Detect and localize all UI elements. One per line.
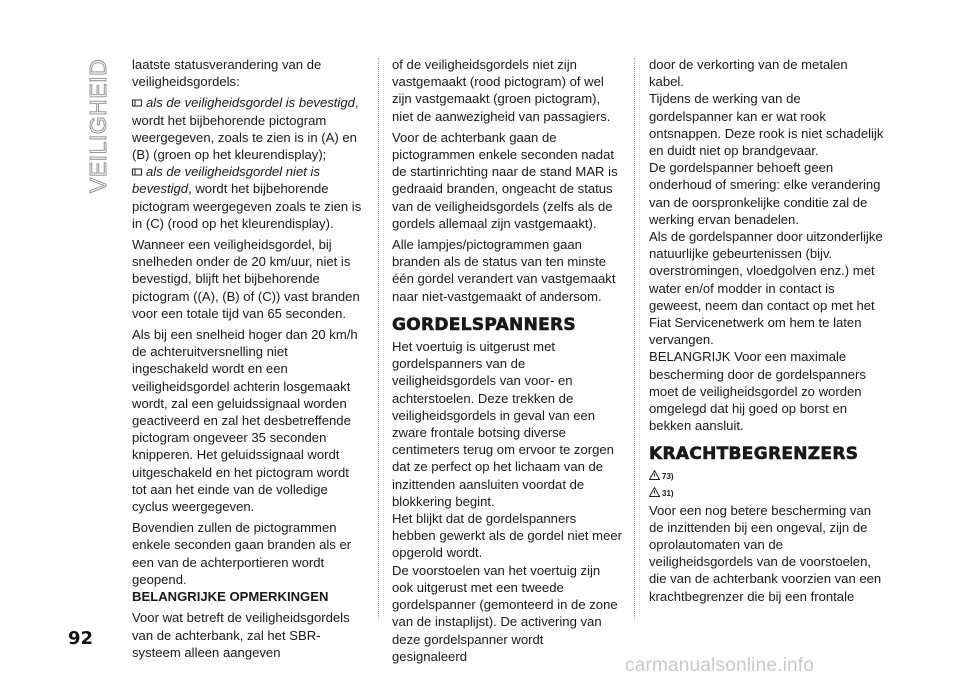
paragraph: Alle lampjes/pictogrammen gaan branden als de status van ten minste één gordel verandert van vastgemaakt naar niet-vastgemaakt of andersom. (392, 237, 616, 304)
watermark: carmanualsonline.info (625, 655, 815, 676)
warning-reference (649, 485, 884, 502)
belt-bullet-icon (132, 164, 142, 174)
paragraph: BELANGRIJK Voor een maximale bescherming door de gordelspanners moet de veiligheidsgordel zo worden omgelegd dat hij goed op borst en bekken aansluit. (649, 349, 866, 434)
bullet-text: , wordt het bijbehorende pictogram weergegeven, zoals te zien is in (A) en (B) (groen op het kleurendisplay); (132, 95, 359, 163)
column-divider (634, 58, 635, 618)
paragraph: Het blijkt dat de gordelspanners hebben gewerkt als de gordel niet meer opgerold wordt. (392, 511, 623, 561)
bullet-italic: als de veiligheidsgordel is bevestigd (146, 95, 355, 111)
paragraph: Wanneer een veiligheidsgordel, bij snelheden onder de 20 km/uur, niet is bevestigd, blijft het bijbehorende pictogram ((A), (B) of (C)) vast branden voor een totale tijd van 65 seconden. (132, 237, 360, 321)
paragraph: laatste statusverandering van de veiligheidsgordels: (132, 57, 322, 90)
page-number: 92 (68, 628, 94, 649)
paragraph: De gordelspanner behoeft geen onderhoud of smering: elke verandering van de oorspronkelijke conditie zal de werking ervan benadelen. (649, 160, 881, 227)
text-column-1 (132, 56, 362, 665)
section-side-title-text: VEILIGHEID (85, 58, 111, 193)
text-column-2 (392, 56, 622, 669)
paragraph: De voorstoelen van het voertuig zijn ook uitgerust met een tweede gordelspanner (gemonteerd in de zone van de instaplijst). De activering van deze gordelspanner wordt gesignaleerd (392, 562, 618, 664)
warning-reference (649, 468, 884, 485)
section-heading: GORDELSPANNERS (392, 314, 576, 335)
section-side-title (84, 50, 114, 195)
bullet-item (132, 94, 362, 163)
bullet-italic: als de veiligheidsgordel niet is bevestigd (132, 164, 320, 197)
paragraph: Als bij een snelheid hoger dan 20 km/h de achteruitversnelling niet ingeschakeld wordt en een veiligheidsgordel achterin losgemaakt wordt, zal een geluidssignaal worden geactiveerd en zal het desbetreffende pictogram ongeveer 35 seconden knipperen. Het geluidssignaal wordt uitgeschakeld en het pictogram wordt tot aan het einde van de volledige cyclus weergegeven. (132, 327, 358, 515)
paragraph: Voor de achterbank gaan de pictogrammen enkele seconden nadat de startinrichting naar de stand MAR is gedraaid branden, ongeacht de status van de veiligheidsgordels (zelfs als de gordels allemaal zijn vastgemaakt). (392, 129, 618, 231)
column-divider (378, 58, 379, 618)
warning-triangle-icon (649, 487, 660, 497)
section-heading: KRACHTBEGRENZERS (649, 444, 859, 465)
warning-triangle-icon (649, 470, 660, 480)
paragraph: Voor wat betreft de veiligheidsgordels van de achterbank, zal het SBR-systeem alleen aangeven (132, 610, 350, 660)
paragraph: of de veiligheidsgordels niet zijn vastgemaakt (rood pictogram) of wel zijn vastgemaakt (groen pictogram), niet de aanwezigheid van passagiers. (392, 57, 611, 124)
paragraph: Voor een nog betere bescherming van de inzittenden bij een ongeval, zijn de oprolautomaten van de veiligheidsgordels van de voorstoelen, die van de achterbank voorzien van een krachtbegrenzer die bij een frontale (649, 502, 882, 604)
paragraph: Het voertuig is uitgerust met gordelspanners van de veiligheidsgordels van voor- en achterstoelen. Deze trekken de veiligheidsgordels in geval van een zware frontale botsing diverse centimeters terug om ervoor te zorgen dat ze perfect op het lichaam van de inzittenden aansluiten voordat de blokkering begint. (392, 339, 614, 509)
warning-ref-number: 31) (662, 488, 674, 498)
paragraph: Tijdens de werking van de gordelspanner kan er wat rook ontsnappen. Deze rook is niet schadelijk en duidt niet op brandgevaar. (649, 91, 884, 159)
warning-ref-number: 73) (662, 471, 674, 481)
text-column-3 (649, 56, 884, 609)
bullet-item (132, 163, 362, 232)
belt-bullet-icon (132, 95, 142, 105)
bullet-text: , wordt het bijbehorende pictogram weergegeven zoals te zien is in (C) (rood op het kleurendisplay). (132, 181, 362, 231)
paragraph: Bovendien zullen de pictogrammen enkele seconden gaan branden als er een van de achterportieren wordt geopend. (132, 520, 352, 587)
paragraph: door de verkorting van de metalen kabel. (649, 57, 848, 90)
subheading: BELANGRIJKE OPMERKINGEN (132, 589, 329, 605)
paragraph: Als de gordelspanner door uitzonderlijke natuurlijke gebeurtenissen (bijv. overstromingen, vloedgolven enz.) met water en/of modder in contact is geweest, neem dan contact op met het Fiat Servicenetwerk om hem te laten vervangen. (649, 229, 883, 348)
